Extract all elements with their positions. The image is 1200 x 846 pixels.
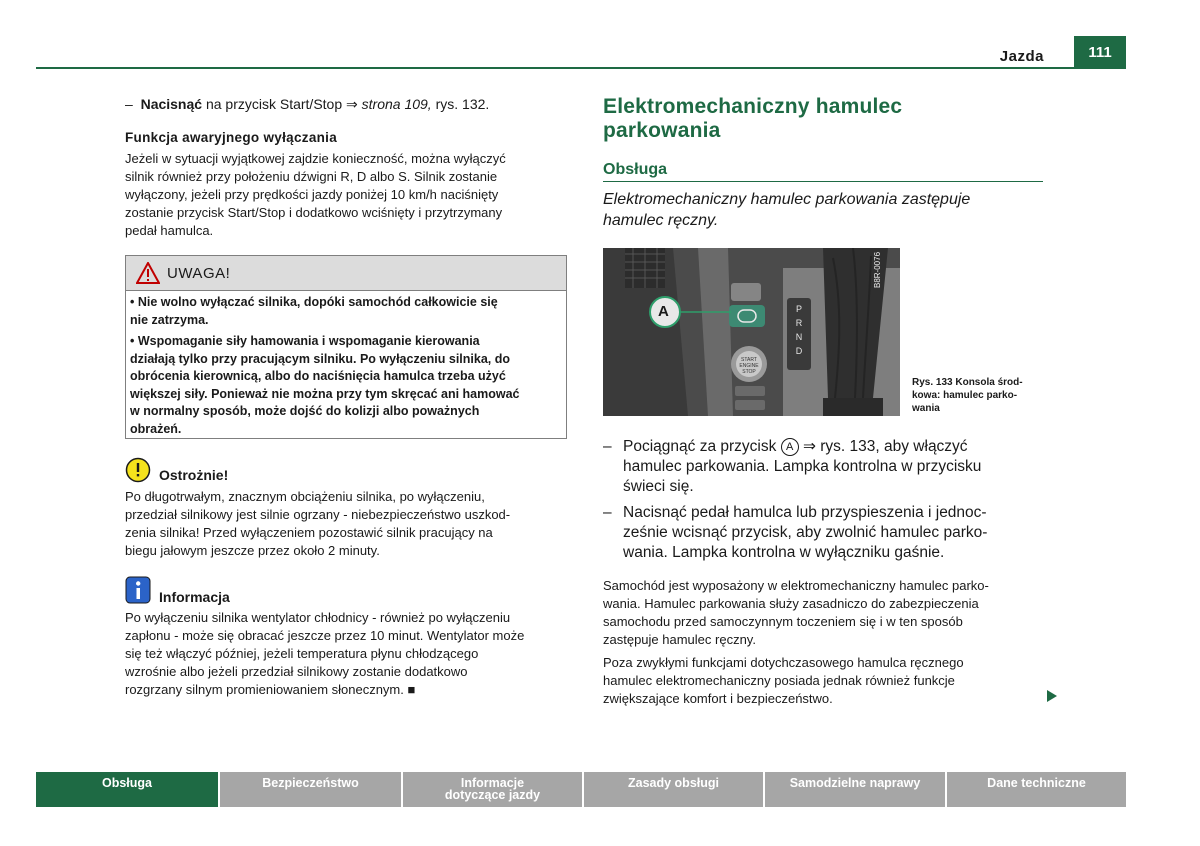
gear-indicator [794,302,804,358]
info-line: rozgrzany silnym promieniowaniem słonecznym. ■ [125,682,416,697]
warning-line: w normalny sposób, może dojść do kolizji albo poważnych [130,404,480,418]
paragraph-2 [603,654,1043,708]
warning-line: działają tylko przy pracującym silniku. Po wyłączeniu silnika, do [130,351,510,366]
caution-title: Ostrożnie! [159,467,229,483]
next-page-arrow-icon[interactable] [1046,689,1058,703]
caution-text [125,488,565,560]
tab-dane-techniczne[interactable]: Dane techniczne [947,772,1126,807]
warning-line: obrażeń. [130,421,182,436]
console-photo [603,248,900,416]
subsection-rule [603,181,1043,182]
para-line: Poza zwykłymi funkcjami dotychczasowego hamulca ręcznego [603,655,964,670]
gear-letter: N [795,332,803,342]
caution-icon [125,457,151,483]
step-line: Nacisnąć pedał hamulca lub przyspieszenia i jednoc- [623,504,987,521]
warning-line: nie zatrzyma. [130,312,209,327]
step-text: na przycisk Start/Stop ⇒ [202,96,362,112]
gear-letter: R [795,318,803,328]
step-line: ześnie wcisnąć przycisk, aby zwolnić hamulec parko- [623,524,988,541]
warning-line: obrócenia kierownicą, albo do naciśnięcia hamulca trzeba użyć [130,369,506,383]
paragraph-1 [603,577,1043,649]
para-line: zastępuje hamulec ręczny. [603,632,756,647]
para-line: samochodu przed samoczynnym toczeniem się i w ten sposób [603,614,963,629]
heading-line: Elektromechaniczny hamulec [603,95,903,118]
caution-line: przedział silnikowy jest silnie ogrzany - niebezpieczeństwo uszkod- [125,507,511,522]
warning-line: większej siły. Ponieważ nie można przy tym skręcać ani hamować [130,386,520,401]
subsection-heading: Obsługa [603,161,668,178]
emergency-line: zostanie przycisk Start/Stop i dodatkowo wciśnięty i przytrzymany [125,205,503,220]
start-button-label: START ENGINE STOP [739,357,759,375]
caution-line: Po długotrwałym, znacznym obciążeniu silnika, po wyłączeniu, [125,489,485,504]
step-line-tail: ⇒ rys. 133, aby włączyć [798,438,968,455]
step-line: świeci się. [623,478,694,495]
info-line: się też włączyć później, jeżeli temperatura płynu chłodzącego [125,646,479,661]
step-ref: strona 109, [361,96,432,112]
para-line: zwiększające komfort i bezpieczeństwo. [603,691,833,706]
lead-text [603,189,1043,231]
info-line: wzrośnie albo jeżeli przedział silnikowy zostanie dodatkowo [125,664,468,679]
para-line: Samochód jest wyposażony w elektromechaniczny hamulec parko- [603,578,989,593]
step-line: hamulec parkowania. Lampka kontrolna w przycisku [623,458,982,475]
figure-code: B8R-0076 [873,251,882,288]
step-dash: – [603,438,612,455]
gear-letter: P [795,304,802,314]
info-title: Informacja [159,589,230,605]
emergency-line: silnik również przy położeniu dźwigni R, D albo S. Silnik zostanie [125,169,498,184]
info-text [125,609,565,699]
step-bold: Nacisnąć [140,96,203,112]
warning-line: • Nie wolno wyłączać silnika, dopóki samochód całkowicie się [130,295,498,309]
warning-item [130,294,560,329]
tab-zasady-obslugi[interactable]: Zasady obsługi [584,772,763,807]
section-heading [603,95,1043,143]
info-line: zapłonu - może się obracać jeszcze przez 10 minut. Wentylator może [125,628,525,643]
warning-line: • Wspomaganie siły hamowania i wspomaganie kierowania [130,334,480,348]
step-line: Pociągnąć za przycisk [623,438,777,455]
console-illustration [603,248,900,416]
caution-line: biegu jałowym jeszcze przez około 2 minuty. [125,543,380,558]
info-icon [125,576,151,604]
emergency-text [125,150,565,240]
step-line: wania. Lampka kontrolna w wyłączniku gaśnie. [623,544,945,561]
caution-line: zenia silnika! Przed wyłączeniem pozostawić silnik pracujący na [125,525,493,540]
gear-letter: D [795,346,803,356]
emergency-line: Jeżeli w sytuacji wyjątkowej zajdzie konieczność, można wyłączyć [125,151,506,166]
header-rule [36,67,1126,69]
warning-box [125,255,567,439]
info-line: Po wyłączeniu silnika wentylator chłodnicy - również po wyłączeniu [125,610,511,625]
step-tail: rys. 132. [431,96,490,112]
tab-informacje-jazdy[interactable]: Informacje dotyczące jazdy [403,772,582,807]
emergency-line: wyłączony, jeżeli przy prędkości jazdy poniżej 10 km/h naciśnięty [125,187,499,202]
caption-line: Rys. 133 Konsola środ- [912,377,1023,388]
warning-title: UWAGA! [167,265,231,282]
figure-caption [912,376,1042,415]
caption-line: kowa: hamulec parko- [912,390,1018,401]
step-dash: – [125,96,133,112]
para-line: hamulec elektromechaniczny posiada jednak również funkcje [603,673,955,688]
lead-line: Elektromechaniczny hamulec parkowania zastępuje [603,191,971,208]
tab-samodzielne-naprawy[interactable]: Samodzielne naprawy [765,772,945,807]
callout-a-icon: A [781,438,799,456]
tab-bezpieczenstwo[interactable]: Bezpieczeństwo [220,772,401,807]
warning-item [130,333,560,438]
warning-header [126,256,566,291]
caption-line: wania [912,403,940,414]
para-line: wania. Hamulec parkowania służy zasadniczo do zabezpieczenia [603,596,979,611]
start-stop-step [125,96,565,113]
warning-triangle-icon [136,262,160,284]
emergency-line: pedał hamulca. [125,223,214,238]
callout-a-label: A [658,303,669,320]
page-number: 111 [1074,36,1126,69]
step-dash: – [603,504,612,521]
section-title: Jazda [999,48,1044,65]
lead-line: hamulec ręczny. [603,212,719,229]
heading-line: parkowania [603,119,721,142]
tab-obsluga[interactable]: Obsługa [36,772,218,807]
emergency-heading: Funkcja awaryjnego wyłączania [125,130,338,145]
